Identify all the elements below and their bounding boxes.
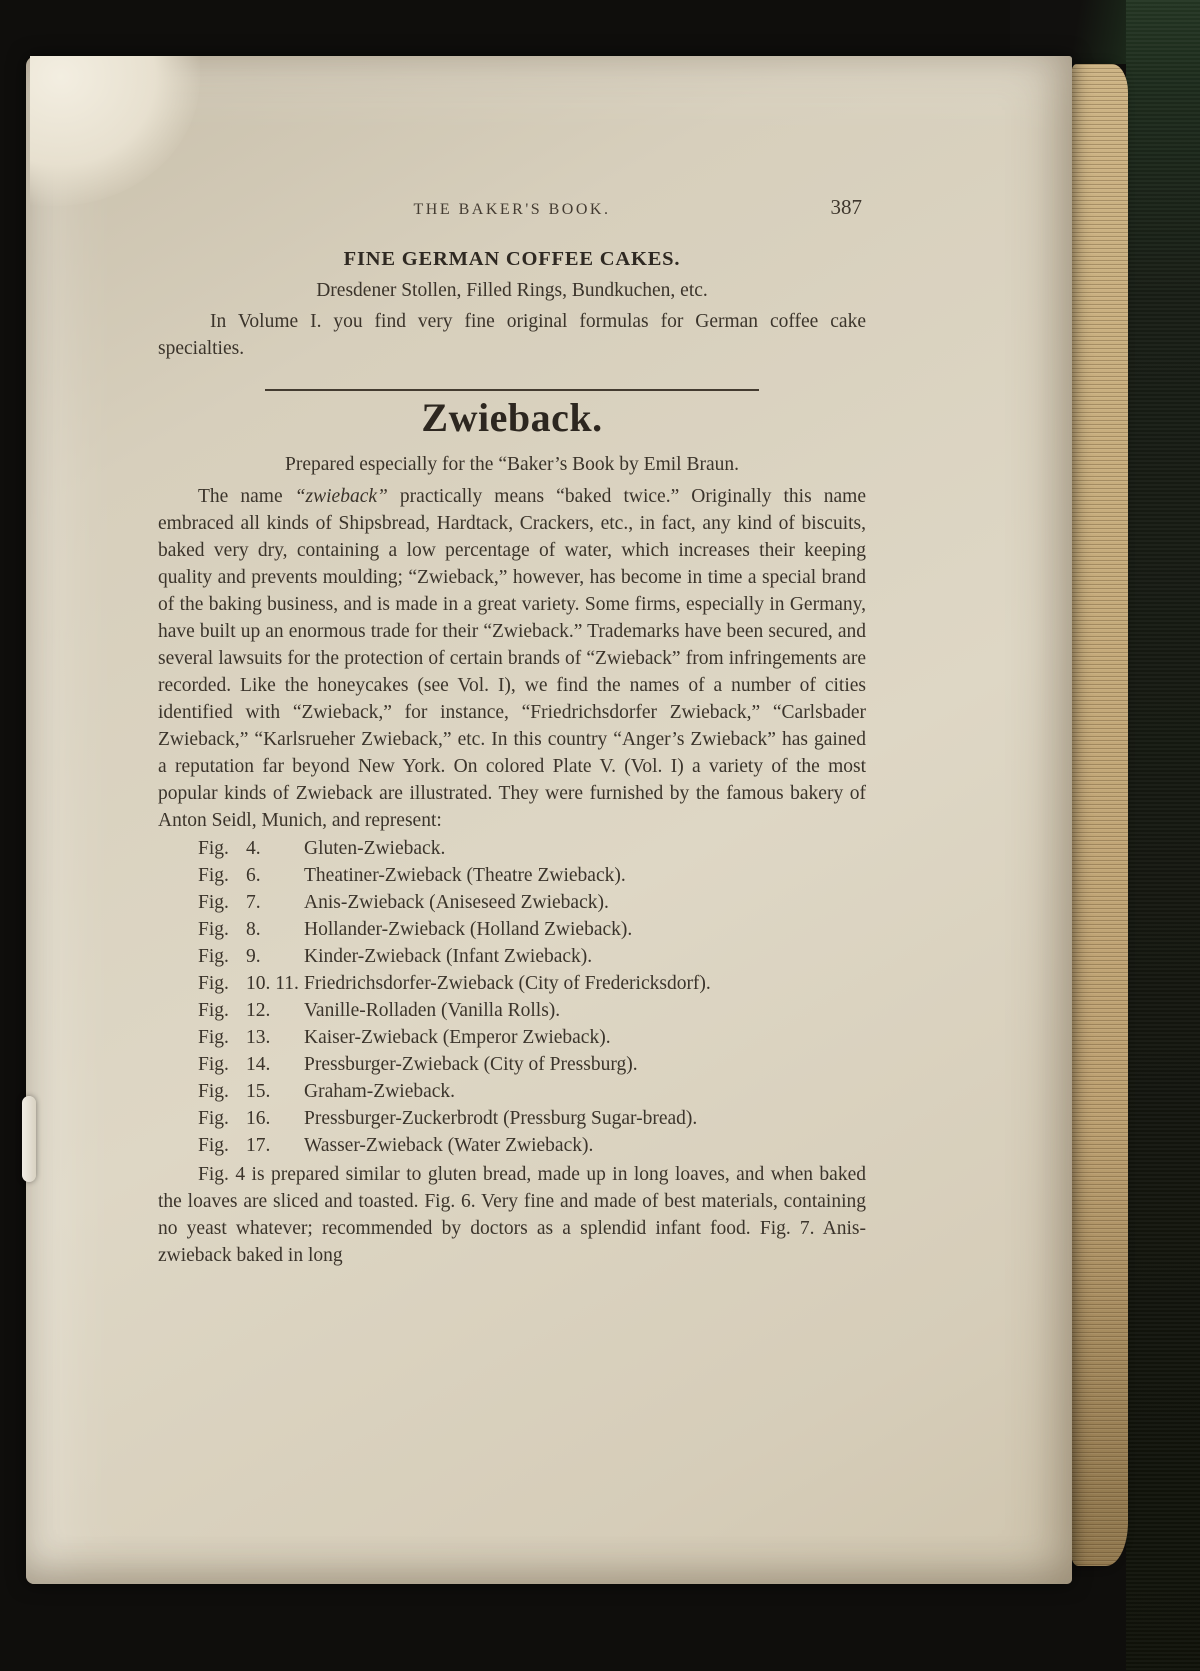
figure-number: 7. xyxy=(246,892,261,913)
article-paragraph xyxy=(158,483,866,834)
page-corner-curl xyxy=(30,56,200,206)
figure-list-item xyxy=(198,970,866,997)
figure-label: Fig. xyxy=(198,946,229,967)
figure-number: 4. xyxy=(246,838,261,859)
figure-description: Pressburger-Zuckerbrodt (Pressburg Sugar-bread). xyxy=(304,1108,698,1129)
figure-description: Graham-Zwieback. xyxy=(304,1081,456,1102)
figure-label: Fig. xyxy=(198,1135,229,1156)
figure-description: Anis-Zwieback (Aniseseed Zwieback). xyxy=(304,892,609,913)
figure-list-item xyxy=(198,1105,866,1132)
figure-description: Friedrichsdorfer-Zwieback (City of Fredericksdorf). xyxy=(304,973,711,994)
figure-label: Fig. xyxy=(198,1081,229,1102)
figure-list-item xyxy=(198,1132,866,1159)
figure-number: 15. xyxy=(246,1081,271,1102)
figure-list xyxy=(198,835,866,1159)
section-heading: FINE GERMAN COFFEE CAKES. xyxy=(343,248,681,270)
article-attribution: Prepared especially for the “Baker’s Book by Emil Braun. xyxy=(285,454,739,475)
figure-list-item xyxy=(198,1024,866,1051)
figure-label: Fig. xyxy=(198,838,229,859)
section-subheading: Dresdener Stollen, Filled Rings, Bundkuchen, etc. xyxy=(316,280,708,301)
section-divider xyxy=(265,389,759,391)
figure-description: Gluten-Zwieback. xyxy=(304,838,446,859)
figure-label: Fig. xyxy=(198,892,229,913)
figure-number: 9. xyxy=(246,946,261,967)
book-cover xyxy=(1126,0,1200,1671)
figure-label: Fig. xyxy=(198,1000,229,1021)
figure-label: Fig. xyxy=(198,865,229,886)
figure-list-item xyxy=(198,889,866,916)
figure-description: Wasser-Zwieback (Water Zwieback). xyxy=(304,1135,594,1156)
figure-list-item xyxy=(198,1051,866,1078)
figure-list-item xyxy=(198,997,866,1024)
figure-label: Fig. xyxy=(198,1054,229,1075)
figure-number: 13. xyxy=(246,1027,271,1048)
figure-label: Fig. xyxy=(198,1027,229,1048)
figure-label: Fig. xyxy=(198,973,229,994)
figure-list-item xyxy=(198,862,866,889)
paragraph-text-pre: The name xyxy=(198,486,295,507)
page-content xyxy=(158,196,866,1269)
figure-description: Kinder-Zwieback (Infant Zwieback). xyxy=(304,946,593,967)
figure-number: 8. xyxy=(246,919,261,940)
stacked-page-edges xyxy=(1070,64,1128,1566)
running-head xyxy=(158,196,866,224)
figure-description: Vanille-Rolladen (Vanilla Rolls). xyxy=(304,1000,561,1021)
figure-number: 16. xyxy=(246,1108,271,1129)
section-paragraph: In Volume I. you find very fine original formulas for German coffee cake specialties. xyxy=(158,311,866,359)
running-title: THE BAKER'S BOOK. xyxy=(413,201,611,218)
figure-list-item xyxy=(198,916,866,943)
figure-list-item xyxy=(198,835,866,862)
page-edge-highlight xyxy=(22,1096,36,1182)
figure-description: Hollander-Zwieback (Holland Zwieback). xyxy=(304,919,633,940)
figure-number: 17. xyxy=(246,1135,271,1156)
paragraph-text-post: practically means “baked twice.” Originally this name embraced all kinds of Shipsbread, Hardtack, Crackers, etc., in fact, any kind of biscuits, baked very dry, containing a low percentage of water, which increases their keeping quality and prevents moulding; “Zwieback,” however, has become in time a special brand of the baking business, and is made in a great variety. Some firms, especially in Germany, have built up an enormous trade for their “Zwieback.” Trademarks have been secured, and several lawsuits for the protection of certain brands of “Zwieback” from infringements are recorded. Like the honeycakes (see Vol. I), we find the names of a number of cities identified with “Zwieback,” for instance, “Friedrichsdorfer Zwieback,” “Carlsbader Zwieback,” “Karlsrueher Zwieback,” etc. In this country “Anger’s Zwieback” has gained a reputation far beyond New York. On colored Plate V. (Vol. I) a variety of the most popular kinds of Zwieback are illustrated. They were furnished by the famous bakery of Anton Seidl, Munich, and represent: xyxy=(158,486,866,831)
figure-description: Pressburger-Zwieback (City of Pressburg). xyxy=(304,1054,638,1075)
figure-number: 12. xyxy=(246,1000,271,1021)
italic-term: “zwieback” xyxy=(294,486,388,507)
figure-list-item xyxy=(198,943,866,970)
article-title: Zwieback. xyxy=(421,395,603,440)
figure-label: Fig. xyxy=(198,919,229,940)
book-page xyxy=(26,56,1072,1584)
figure-list-item xyxy=(198,1078,866,1105)
figure-label: Fig. xyxy=(198,1108,229,1129)
figure-number: 10. 11. xyxy=(246,973,299,994)
page-number: 387 xyxy=(830,195,862,219)
figure-description: Theatiner-Zwieback (Theatre Zwieback). xyxy=(304,865,626,886)
figure-description: Kaiser-Zwieback (Emperor Zwieback). xyxy=(304,1027,611,1048)
closing-paragraph: Fig. 4 is prepared similar to gluten bread, made up in long loaves, and when baked the loaves are sliced and toasted. Fig. 6. Very fine and made of best materials, containing no yeast whatever; recommended by doctors as a splendid infant food. Fig. 7. Anis-zwieback baked in long xyxy=(158,1164,866,1266)
figure-number: 14. xyxy=(246,1054,271,1075)
figure-number: 6. xyxy=(246,865,261,886)
